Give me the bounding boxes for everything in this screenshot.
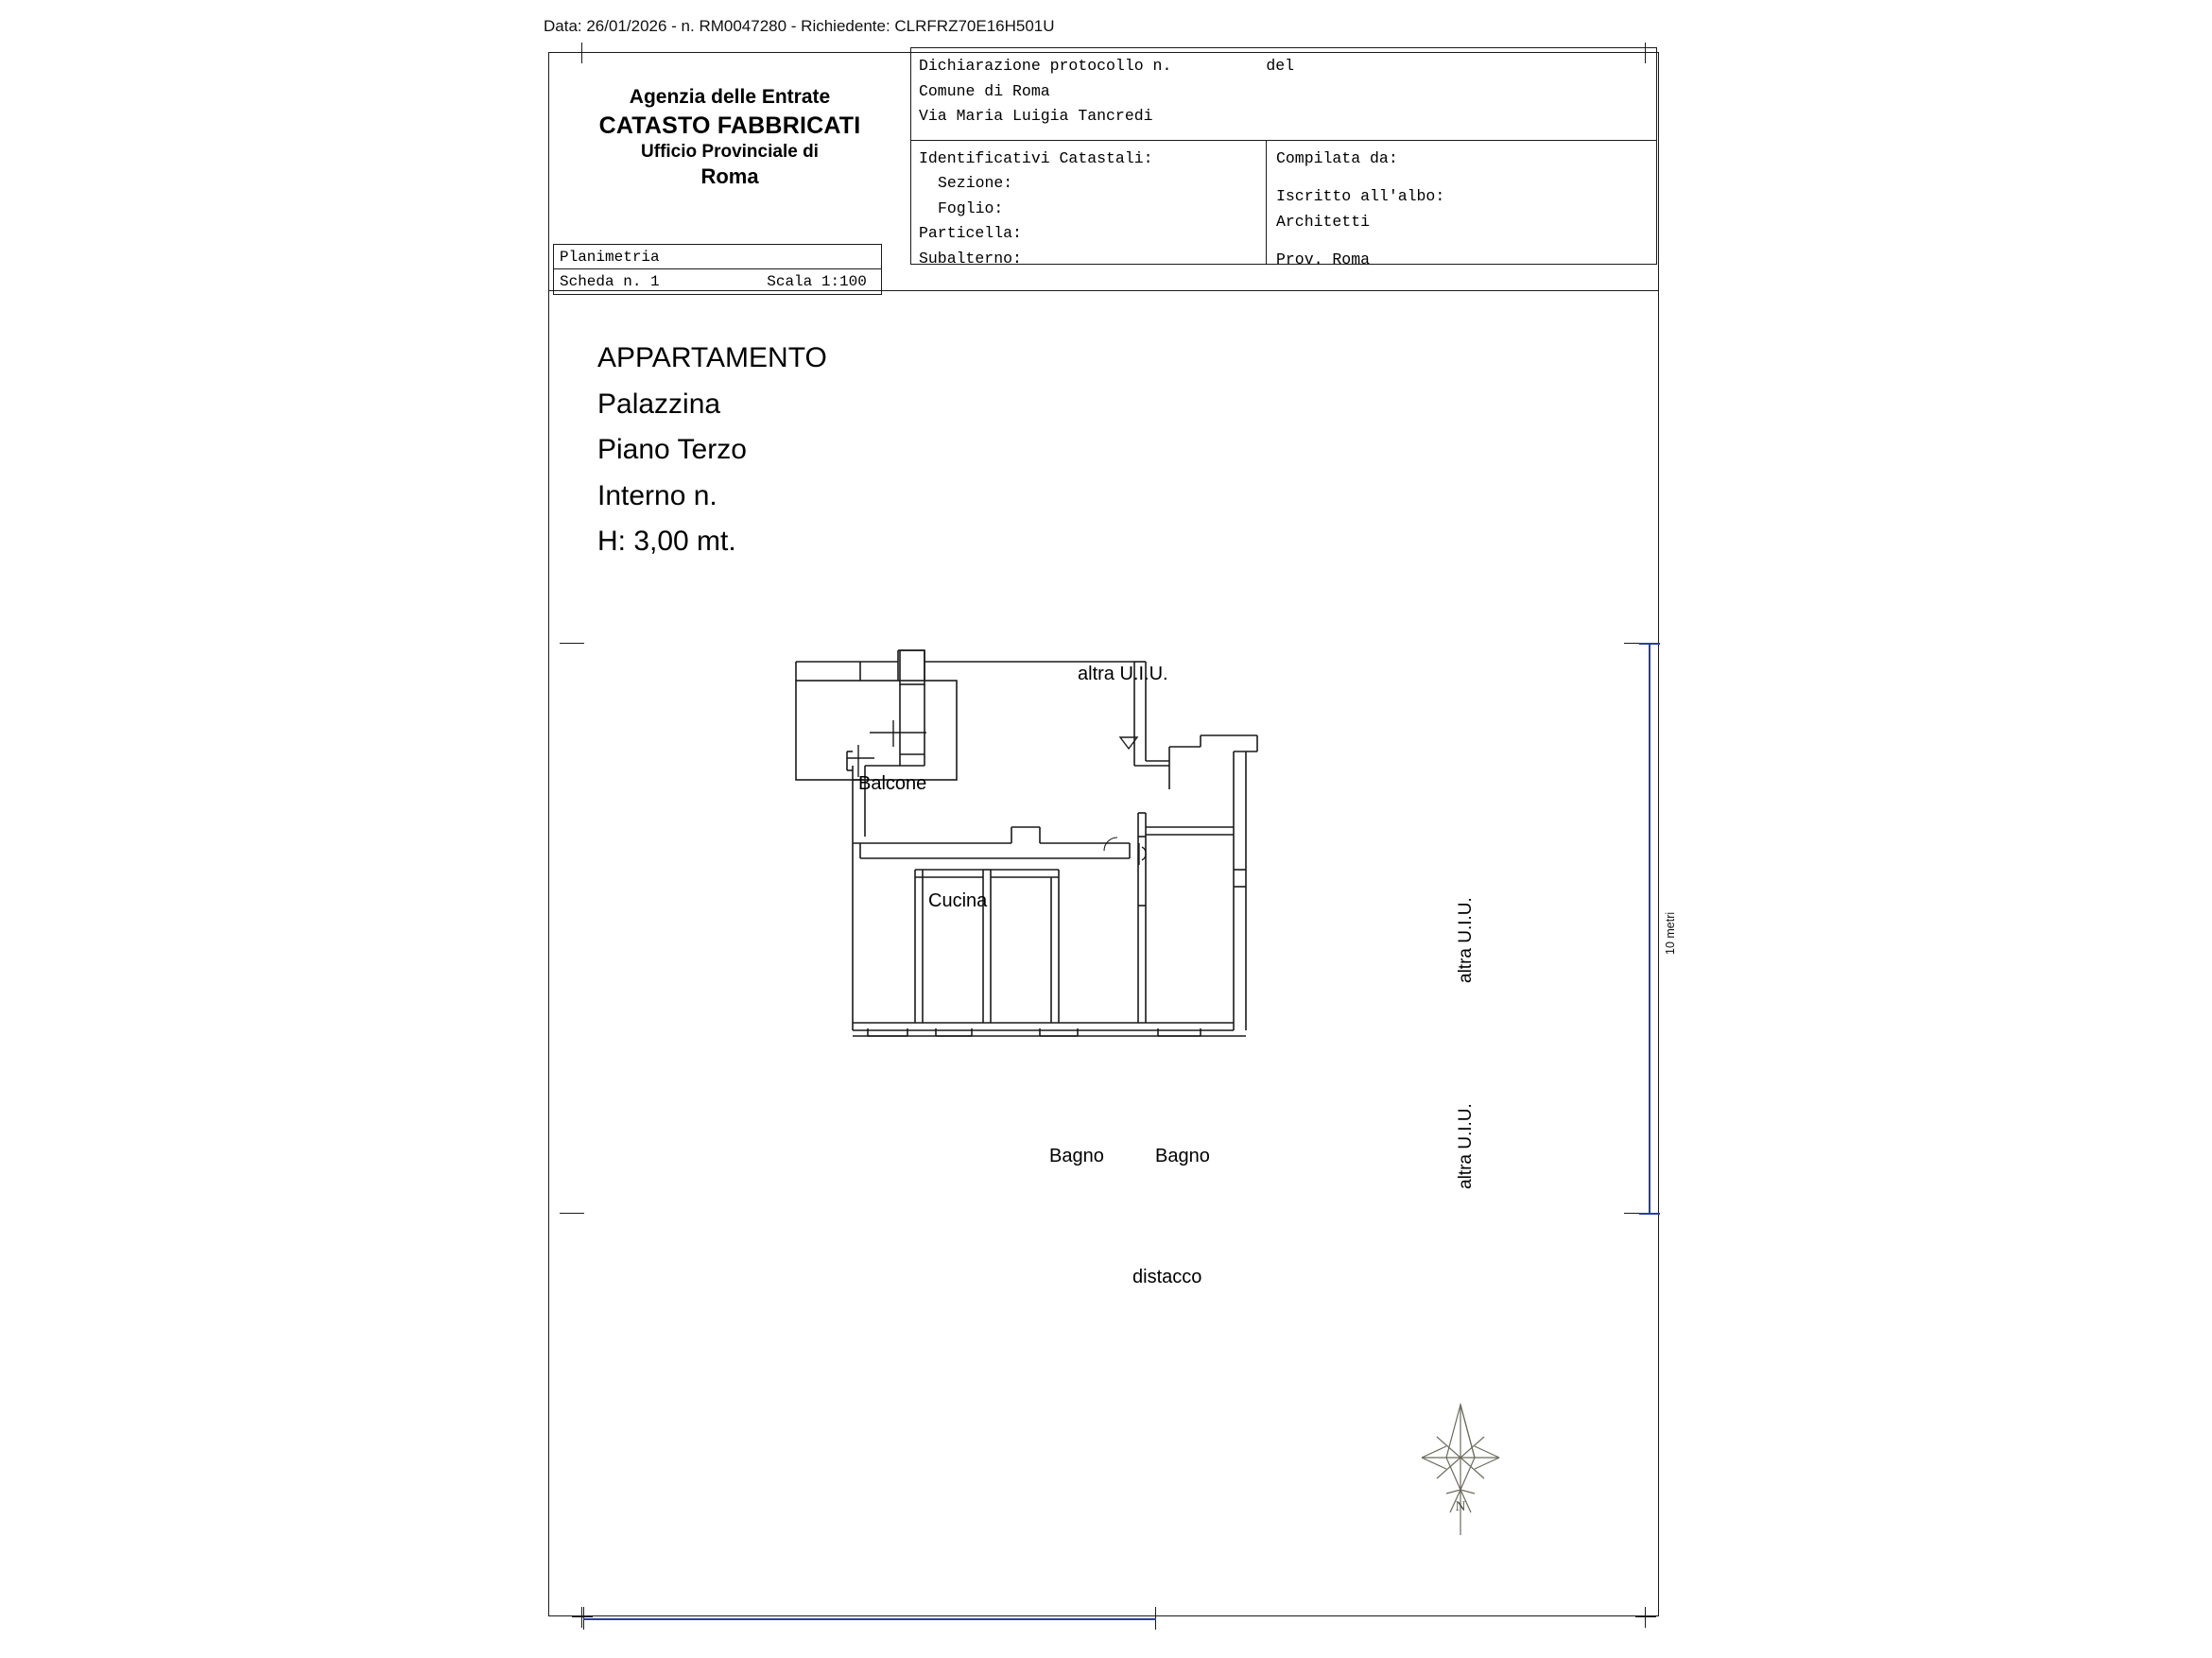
prov-spacer	[1276, 234, 1656, 248]
scale-bar-cap-bottom	[1639, 1213, 1660, 1215]
label-balcone: Balcone	[858, 773, 927, 794]
del-label: del	[1266, 57, 1295, 75]
title-palazzina: Palazzina	[597, 388, 721, 420]
declaration-cell	[911, 48, 1656, 141]
label-cucina: Cucina	[928, 890, 988, 911]
label-altra-uiu-right-1: altra U.I.U.	[1456, 897, 1476, 983]
label-distacco: distacco	[1132, 1267, 1202, 1287]
planimetria-title: Planimetria	[554, 245, 881, 269]
planimetria-table	[553, 244, 882, 295]
title-interno: Interno n.	[597, 479, 717, 511]
subalterno-label: Subalterno:	[919, 249, 1022, 268]
scala-value: Scala 1:100	[767, 273, 867, 290]
scale-bar-horizontal	[583, 1618, 1156, 1620]
title-altezza: H: 3,00 mt.	[597, 526, 736, 558]
identificativi-cell	[911, 141, 1267, 268]
comune-value: Comune di Roma	[919, 81, 1050, 100]
protocollo-row	[919, 54, 1656, 79]
identificativi-row	[911, 141, 1656, 269]
iscritto-label: Iscritto all'albo:	[1276, 187, 1445, 206]
agency-office-city: Roma	[700, 164, 759, 189]
label-bagno-1: Bagno	[1049, 1146, 1104, 1166]
label-altra-uiu-right-2: altra U.I.U.	[1456, 1103, 1476, 1189]
registration-mark-bottom-right	[1635, 1607, 1656, 1628]
registration-mark-bottom-left	[572, 1607, 593, 1628]
sezione-label: Sezione:	[938, 174, 1013, 193]
agency-office-label: Ufficio Provinciale di	[641, 141, 819, 162]
foglio-label: Foglio:	[938, 199, 1004, 217]
compass-rose	[1408, 1399, 1512, 1541]
scheda-number: Scheda n. 1	[560, 273, 660, 290]
scale-bar-vertical	[1649, 643, 1650, 1214]
document-header-line: Data: 26/01/2026 - n. RM0047280 - Richiedente: CLRFRZ70E16H501U	[544, 17, 1055, 35]
header-separator-line	[548, 290, 1659, 291]
compilata-cell	[1267, 141, 1656, 269]
scale-bar-cap-top	[1639, 643, 1660, 645]
frame-tick-left-upper	[560, 643, 584, 644]
particella-label: Particella:	[919, 224, 1022, 243]
albo-value: Architetti	[1276, 212, 1371, 231]
identificativi-label: Identificativi Catastali:	[919, 149, 1153, 167]
via-value: Via Maria Luigia Tancredi	[919, 107, 1153, 126]
registration-mark-top-left	[572, 43, 593, 63]
agency-name: Agenzia delle Entrate	[629, 86, 831, 108]
compilata-spacer	[1276, 171, 1656, 184]
compass-north-label: N	[1455, 1499, 1466, 1514]
frame-tick-left-lower	[560, 1213, 584, 1214]
title-piano: Piano Terzo	[597, 434, 747, 466]
prov-value: Prov. Roma	[1276, 250, 1371, 269]
compilata-label: Compilata da:	[1276, 149, 1398, 167]
header-info-table	[910, 47, 1657, 269]
label-altra-uiu-top: altra U.I.U.	[1078, 664, 1168, 684]
protocollo-label: Dichiarazione protocollo n.	[919, 57, 1172, 75]
label-bagno-2: Bagno	[1155, 1146, 1210, 1166]
floorplan-drawing	[756, 633, 1531, 1238]
title-block	[597, 336, 827, 565]
agency-block	[560, 85, 900, 190]
title-appartamento: APPARTAMENTO	[597, 342, 827, 373]
scale-label: 10 metri	[1664, 911, 1677, 955]
agency-department: CATASTO FABBRICATI	[598, 112, 861, 139]
